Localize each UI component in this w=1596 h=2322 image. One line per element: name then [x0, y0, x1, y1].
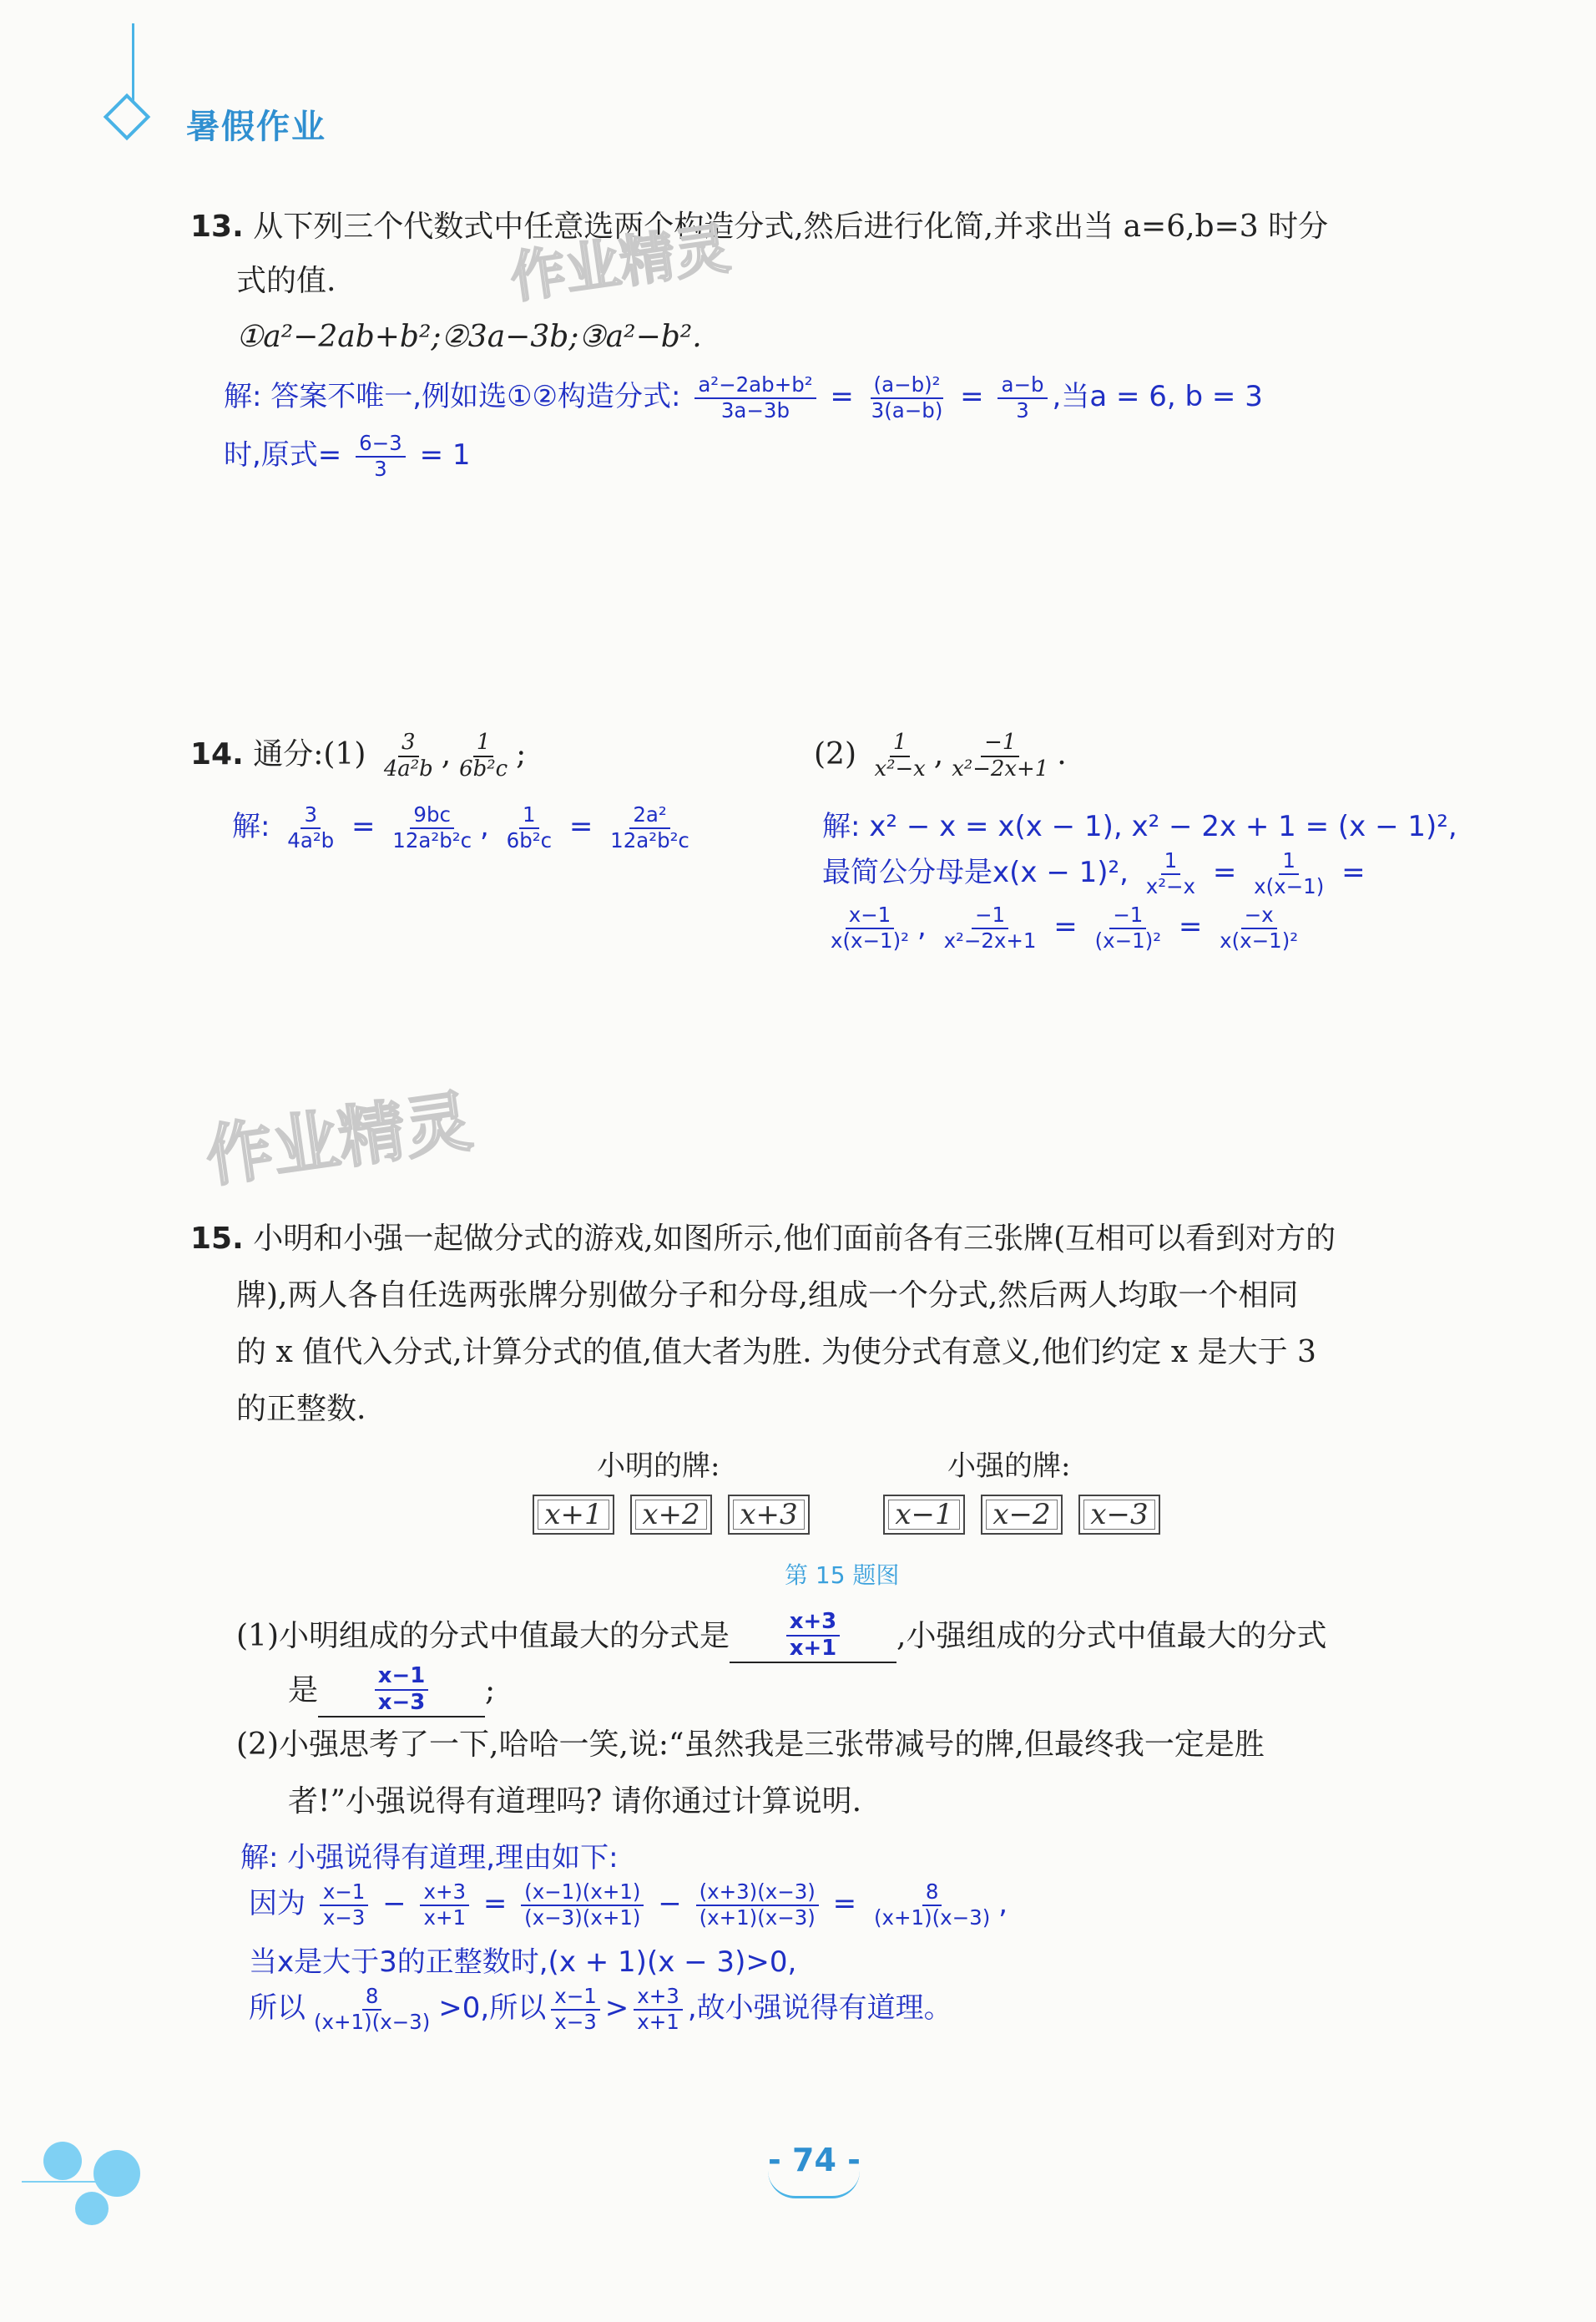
question-14-part2: (2) $\frac{1}{\text{x²−x}}$ , $\frac{-1}{\text{x²−2x+1}}$ . — [814, 730, 1067, 782]
watermark: 作业精灵 — [201, 1082, 477, 1196]
fraction: $\frac{3}{\text{4a²b}}$ — [383, 730, 433, 782]
fraction: $\frac{x-1}{x-3}$ — [320, 1880, 369, 1929]
answer-text: ,当a = 6, b = 3 — [1052, 380, 1263, 413]
decor-dot — [93, 2150, 140, 2197]
card: x−1 — [883, 1495, 965, 1535]
answer-text: 时,原式= — [224, 438, 342, 472]
watermark: 作业精灵 — [506, 215, 734, 311]
fraction: $\frac{x+3}{x+1}$ — [786, 1610, 840, 1662]
fraction: $\frac{3}{\text{4a²b}}$ — [287, 802, 335, 852]
question-number: 13. — [190, 210, 244, 244]
question-15-part2: (2)小强思考了一下,哈哈一笑,说:“虽然我是三张带减号的牌,但最终我一定是胜 — [236, 1728, 1265, 1762]
fraction: $\frac{1}{\text{x²−x}}$ — [874, 730, 926, 782]
fraction: $\frac{1}{\text{x²−x}}$ — [1145, 848, 1196, 898]
fraction: $\frac{x+3}{x+1}$ — [634, 1985, 683, 2033]
fraction: $\frac{x+3}{x+1}$ — [420, 1880, 469, 1929]
question-text: 是 — [288, 1672, 319, 1707]
answer-blank — [318, 1662, 485, 1717]
fraction: $\frac{(x-1)(x+1)}{(x-3)(x+1)}$ — [521, 1880, 644, 1929]
question-number: 15. — [190, 1222, 244, 1256]
fraction: $\frac{1}{\text{6b²c}}$ — [459, 730, 508, 782]
question-13-line2: 式的值. — [236, 264, 336, 298]
fraction: $\frac{9bc}{\text{12a²b²c}}$ — [392, 802, 472, 852]
fraction: $\frac{\text{2a²}}{\text{12a²b²c}}$ — [610, 802, 689, 852]
xiaoqiang-cards-label: 小强的牌: — [947, 1449, 1071, 1483]
decor-line — [22, 2181, 139, 2183]
answer-text: ,故小强说得有道理。 — [687, 1991, 952, 2025]
xiaoming-cards-label: 小明的牌: — [597, 1449, 720, 1483]
page-header-title: 暑假作业 — [186, 108, 326, 146]
answer-14-2-line1: 解: x² − x = x(x − 1), x² − 2x + 1 = (x − 1)², — [822, 810, 1457, 843]
fraction: $\frac{1}{\text{6b²c}}$ — [506, 802, 553, 852]
fraction: $\frac{8}{(x+1)(x-3)}$ — [873, 1879, 991, 1930]
solution-15-line4: 所以 $\frac{8}{(x+1)(x-3)}$ >0,所以 $\frac{x-1}{x-3}$ > $\frac{x+3}{x+1}$ ,故小强说得有道理。 — [249, 1984, 952, 2034]
answer-13-line2 — [224, 430, 471, 481]
fraction: $\frac{a-b}{3}$ — [998, 373, 1047, 422]
answer-14-2-line3: $\frac{x-1}{\text{x(x−1)²}}$ , $\frac{-1}{\text{x²−2x+1}}$ = $\frac{-1}{\text{(x−1)²}}$ = $\frac{-x}{\text{x(x−1)²}}$ — [822, 902, 1306, 953]
answer-text: 解: 答案不唯一,例如选①②构造分式: — [224, 380, 681, 413]
question-text: ; — [485, 1672, 496, 1707]
fraction: $\frac{-1}{\text{x²−2x+1}}$ — [952, 730, 1049, 782]
decor-dot — [43, 2142, 82, 2180]
fraction: $\frac{\text{(a−b)²}}{3(a-b)}$ — [871, 372, 943, 422]
question-15-part2-line2: 者!”小强说得有道理吗? 请你通过计算说明. — [288, 1784, 862, 1819]
decor-dot — [75, 2192, 109, 2225]
page-number-arc — [768, 2171, 860, 2198]
diamond-icon — [104, 94, 151, 141]
card: x−3 — [1078, 1495, 1160, 1535]
question-15-part1-line2 — [288, 1662, 495, 1717]
question-text: 从下列三个代数式中任意选两个构造分式,然后进行化简,并求出当 a=6,b=3 时分 — [253, 210, 1329, 244]
answer-13: 解: 答案不唯一,例如选①②构造分式: $\frac{\text{a²−2ab+b²}}{3a-3b}$ = $\frac{\text{(a−b)²}}{3(a-b)}$ = $\frac{a-b}{3}$ ,当a = 6, b = 3 — [224, 372, 1263, 422]
fraction: $\frac{-1}{\text{(x−1)²}}$ — [1094, 903, 1162, 953]
solution-15-line3: 当x是大于3的正整数时,(x + 1)(x − 3)>0, — [249, 1945, 797, 1979]
question-13 — [190, 200, 1476, 254]
question-14: 14. 通分:(1) $\frac{3}{\text{4a²b}}$ , $\frac{1}{\text{6b²c}}$ ; — [190, 730, 527, 782]
answer-text: 因为 — [249, 1887, 306, 1920]
fraction: $\frac{x-1}{x-3}$ — [551, 1985, 600, 2033]
card: x+3 — [728, 1495, 810, 1535]
question-text: (2) — [814, 737, 856, 771]
question-text: 小明和小强一起做分式的游戏,如图所示,他们面前各有三张牌(互相可以看到对方的 — [253, 1222, 1336, 1256]
answer-text: 解: — [232, 810, 270, 843]
answer-14-1: 解: $\frac{3}{\text{4a²b}}$ = $\frac{9bc}{\text{12a²b²c}}$ , $\frac{1}{\text{6b²c}}$ = $\frac{\text{2a²}}{\text{12a²b²c}}$ — [232, 802, 698, 852]
fraction: $\frac{-x}{\text{x(x−1)²}}$ — [1220, 903, 1299, 953]
card: x−2 — [981, 1495, 1063, 1535]
fraction: $\frac{(x+3)(x-3)}{(x+1)(x-3)}$ — [696, 1880, 819, 1929]
question-15 — [190, 1212, 1492, 1266]
card: x+2 — [630, 1495, 712, 1535]
question-text: (1)小明组成的分式中值最大的分式是 — [236, 1618, 730, 1653]
answer-blank — [730, 1607, 896, 1663]
answer-text: 所以 — [249, 1991, 306, 2025]
question-text: 通分:(1) — [253, 737, 366, 771]
question-13-options: ①a²−2ab+b²;②3a−3b;③a²−b². — [236, 320, 702, 354]
solution-15-line1: 解: 小强说得有道理,理由如下: — [240, 1841, 619, 1874]
question-15-line3: 的 x 值代入分式,计算分式的值,值大者为胜. 为使分式有意义,他们约定 x 是大于 3 — [236, 1335, 1316, 1369]
fraction: $\frac{1}{x(x-1)}$ — [1254, 848, 1325, 898]
question-15-line2: 牌),两人各自任选两张牌分别做分子和分母,组成一个分式,然后两人均取一个相同 — [236, 1278, 1299, 1313]
answer-14-2-line2: 最简公分母是x(x − 1)², $\frac{1}{\text{x²−x}}$ = $\frac{1}{x(x-1)}$ = — [822, 848, 1366, 898]
solution-15-line2: 因为 $\frac{x-1}{x-3}$ − $\frac{x+3}{x+1}$ = $\frac{(x-1)(x+1)}{(x-3)(x+1)}$ − $\frac{(x+3)(x-3)}{(x+1)(x-3)}$ = $\frac{8}{(x+1)(x-3)}$ , — [249, 1879, 1008, 1930]
card: x+1 — [533, 1495, 614, 1535]
question-number: 14. — [190, 737, 244, 771]
figure-caption: 第 15 题图 — [785, 1561, 900, 1589]
answer-text: 最简公分母是x(x − 1)², — [822, 856, 1129, 889]
fraction: $\frac{\text{a²−2ab+b²}}{3a-3b}$ — [694, 373, 816, 422]
fraction: $\frac{x-1}{\text{x(x−1)²}}$ — [831, 903, 909, 953]
fraction: $\frac{x-1}{x-3}$ — [375, 1664, 428, 1716]
page-number: - 74 - — [768, 2142, 861, 2178]
question-text: ,小强组成的分式中值最大的分式 — [896, 1618, 1327, 1653]
fraction: $\frac{-1}{\text{x²−2x+1}}$ — [943, 903, 1037, 953]
fraction: $\frac{8}{(x+1)(x-3)}$ — [314, 1984, 431, 2034]
question-15-line4: 的正整数. — [236, 1392, 366, 1426]
question-15-part1 — [236, 1607, 1326, 1663]
answer-text: >0,所以 — [438, 1991, 547, 2025]
answer-text: = 1 — [419, 438, 471, 472]
fraction: $\frac{6-3}{3}$ — [356, 432, 406, 480]
